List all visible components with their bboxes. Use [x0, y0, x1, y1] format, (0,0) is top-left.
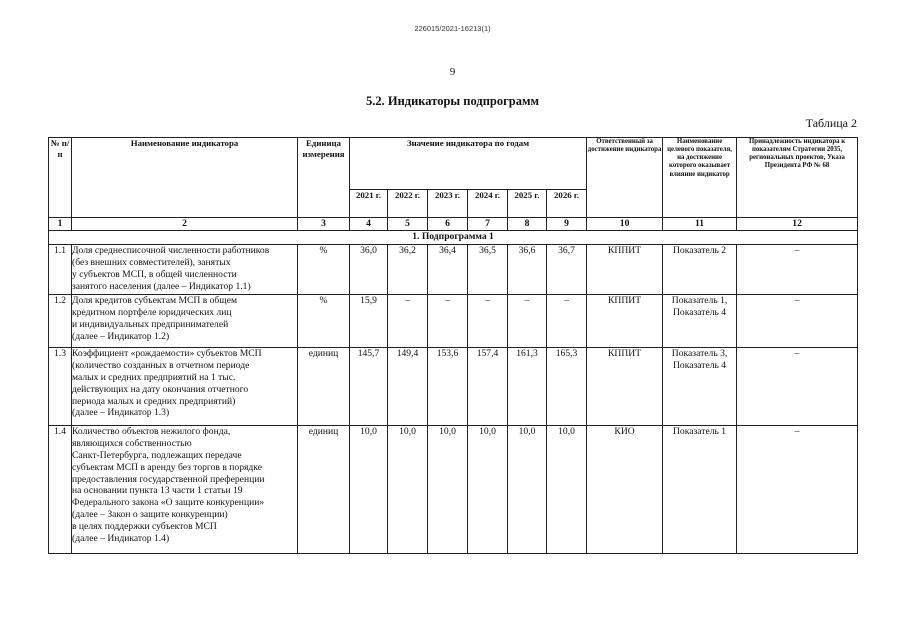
unit-cell: единиц — [298, 426, 350, 554]
responsible-cell: КППИТ — [587, 348, 663, 426]
indicator-name-line: у субъектов МСП, в общей численности — [72, 268, 237, 280]
indicator-name-line: (количество созданных в отчетном периоде — [72, 359, 250, 371]
value-2022: – — [388, 295, 428, 348]
indicator-name-line: Доля кредитов субъектам МСП в общем — [72, 295, 238, 306]
indicator-name-line: Количество объектов нежилого фонда, — [72, 426, 231, 437]
value-2023: 36,4 — [428, 245, 468, 295]
value-2025: 161,3 — [508, 348, 547, 426]
header-number: № п/п — [49, 138, 72, 218]
header-strategy-affiliation: Принадлежность индикатора к показателям Стратегии 2035, региональных проектов, Указа Президента РФ № 68 — [737, 138, 858, 218]
column-number: 6 — [428, 218, 468, 231]
responsible-cell: КППИТ — [587, 295, 663, 348]
value-2022: 149,4 — [388, 348, 428, 426]
header-year: 2022 г. — [388, 190, 428, 218]
value-2024: 10,0 — [468, 426, 508, 554]
indicator-name-line: периода малых и средних предприятий) — [72, 395, 236, 407]
indicator-name-line: на основании пункта 13 части 1 статьи 19 — [72, 485, 243, 497]
value-2024: – — [468, 295, 508, 348]
indicator-name-line: Доля среднесписочной численности работников — [72, 245, 270, 256]
table-row — [49, 426, 858, 554]
column-number: 10 — [587, 218, 663, 231]
target-indicator-cell — [663, 295, 737, 348]
table-row — [49, 245, 858, 295]
header-row-top — [49, 138, 858, 190]
value-2026: 36,7 — [547, 245, 587, 295]
unit-cell: % — [298, 245, 350, 295]
indicator-name-line: Коэффициент «рождаемости» субъектов МСП — [72, 348, 262, 359]
indicator-name-line: (далее – Закон о защите конкуренции) — [72, 509, 228, 521]
responsible-cell: КИО — [587, 426, 663, 554]
value-2026: 10,0 — [547, 426, 587, 554]
column-number: 8 — [508, 218, 547, 231]
responsible-cell: КППИТ — [587, 245, 663, 295]
target-indicator-cell — [663, 245, 737, 295]
target-indicator-line: Показатель 1, — [671, 295, 728, 306]
indicator-name-line: кредитном портфеле юридических лиц — [72, 306, 232, 318]
value-2024: 157,4 — [468, 348, 508, 426]
table-row — [49, 348, 858, 426]
indicator-name-line: в целях поддержки субъектов МСП — [72, 521, 217, 533]
indicators-table — [48, 137, 858, 554]
value-2021: 10,0 — [350, 426, 388, 554]
column-number: 4 — [350, 218, 388, 231]
column-number: 1 — [49, 218, 72, 231]
indicator-name — [72, 245, 298, 295]
page-number: 9 — [449, 66, 456, 78]
header-year: 2021 г. — [350, 190, 388, 218]
value-2021: 145,7 — [350, 348, 388, 426]
header-year: 2025 г. — [508, 190, 547, 218]
indicator-name-line: занятого населения (далее – Индикатор 1.1) — [72, 280, 251, 292]
target-indicator-cell — [663, 348, 737, 426]
header-year: 2026 г. — [547, 190, 587, 218]
header-target-indicator: Наименование целевого показателя, на достижение которого оказывает влияние индикатор — [663, 138, 737, 218]
indicator-name — [72, 295, 298, 348]
indicator-name-line: и индивидуальных предпринимателей — [72, 318, 229, 330]
indicator-name — [72, 348, 298, 426]
section-heading: 5.2. Индикаторы подпрограмм — [365, 94, 540, 108]
value-2022: 10,0 — [388, 426, 428, 554]
table-label: Таблица 2 — [805, 116, 857, 130]
header-indicator-name: Наименование индикатора — [72, 138, 298, 218]
column-number: 11 — [663, 218, 737, 231]
indicator-name-line: субъектам МСП в аренду без торгов в порядке — [72, 461, 262, 473]
indicator-name-line: являющихся собственностью — [72, 437, 192, 449]
row-number: 1.4 — [49, 426, 72, 554]
row-number: 1.1 — [49, 245, 72, 295]
value-2024: 36,5 — [468, 245, 508, 295]
strategy-cell: – — [737, 426, 858, 554]
target-indicator-line: Показатель 1 — [673, 426, 727, 437]
indicator-name-line: (далее – Индикатор 1.3) — [72, 407, 170, 419]
unit-cell: единиц — [298, 348, 350, 426]
unit-cell: % — [298, 295, 350, 348]
subprogram-section-row — [49, 231, 858, 245]
header-year: 2023 г. — [428, 190, 468, 218]
indicator-name — [72, 426, 298, 554]
value-2022: 36,2 — [388, 245, 428, 295]
target-indicator-line: Показатель 3, — [671, 348, 728, 359]
value-2026: 165,3 — [547, 348, 587, 426]
subprogram-title: 1. Подпрограмма 1 — [49, 231, 858, 245]
indicator-name-line: (без внешних совместителей), занятых — [72, 256, 231, 268]
strategy-cell: – — [737, 245, 858, 295]
column-number: 5 — [388, 218, 428, 231]
header-values-by-year: Значение индикатора по годам — [350, 138, 587, 190]
value-2025: 10,0 — [508, 426, 547, 554]
row-number: 1.2 — [49, 295, 72, 348]
header-unit: Единица измерения — [298, 138, 350, 218]
target-indicator-line: Показатель 4 — [673, 359, 727, 371]
value-2026: – — [547, 295, 587, 348]
value-2025: 36,6 — [508, 245, 547, 295]
indicator-name-line: предоставления государственной преференции — [72, 473, 265, 485]
row-number: 1.3 — [49, 348, 72, 426]
column-number: 12 — [737, 218, 858, 231]
indicator-name-line: Санкт-Петербурга, подлежащих передаче — [72, 449, 242, 461]
indicator-name-line: действующих на дату окончания отчетного — [72, 383, 249, 395]
indicator-name-line: (далее – Индикатор 1.2) — [72, 330, 170, 342]
indicator-name-line: (далее – Индикатор 1.4) — [72, 533, 170, 545]
value-2021: 15,9 — [350, 295, 388, 348]
value-2023: – — [428, 295, 468, 348]
indicator-name-line: Федерального закона «О защите конкуренции» — [72, 497, 265, 509]
strategy-cell: – — [737, 295, 858, 348]
table-row — [49, 295, 858, 348]
column-number: 9 — [547, 218, 587, 231]
value-2021: 36,0 — [350, 245, 388, 295]
value-2025: – — [508, 295, 547, 348]
column-numbers-row — [49, 218, 858, 231]
strategy-cell: – — [737, 348, 858, 426]
column-number: 2 — [72, 218, 298, 231]
column-number: 7 — [468, 218, 508, 231]
header-responsible: Ответственный за достижение индикатора — [587, 138, 663, 218]
target-indicator-cell — [663, 426, 737, 554]
value-2023: 153,6 — [428, 348, 468, 426]
column-number: 3 — [298, 218, 350, 231]
header-year: 2024 г. — [468, 190, 508, 218]
document-registration-number: 226015/2021-16213(1) — [414, 24, 491, 33]
target-indicator-line: Показатель 2 — [673, 245, 727, 256]
value-2023: 10,0 — [428, 426, 468, 554]
target-indicator-line: Показатель 4 — [673, 306, 727, 318]
indicator-name-line: малых и средних предприятий на 1 тыс. — [72, 371, 236, 383]
